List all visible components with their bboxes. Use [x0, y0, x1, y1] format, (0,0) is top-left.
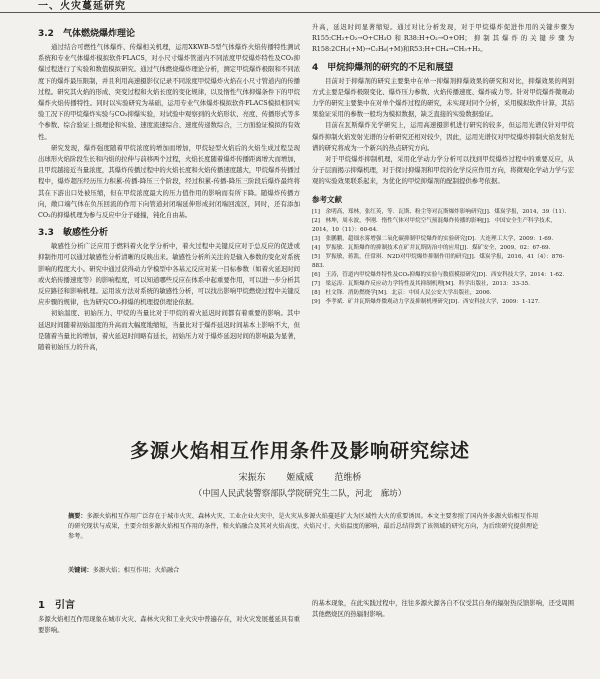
- reference-item: [6] 王涛，管道内甲烷爆炸特性及CO₂抑爆的实验与数值模拟研究[D]．西安科技大学，2014：1-62．: [312, 271, 569, 278]
- section-4-para-2: 目前在瓦斯爆炸光学研究上，运用高速摄影机进行研究的较多，但运用光谱仪针对甲烷爆炸抑制火焰发射光谱的分析研究还相对较少，因此，运用光谱仪对甲烷爆炸抑制火焰发射光谱的研究将成为一个新兴的热点研究方向。: [312, 121, 574, 152]
- section-3-2-para-2: 研究发现，爆炸强度随着甲烷浓度的增加而增加，甲烷轻型火焰后的火焰生成过程呈现出球形火焰阶段生长和内焰的拉伸与前移两个过程，火焰长度随着爆炸传播距离增大而增加，且甲烷越接近当量浓度，其爆炸传播过程中的火焰长度和火焰传播速度越大，甲烷爆炸传播过程中，爆炸超压经历压力积累-传播-降压三个阶段，经过积累-传播-降压三阶段后爆炸最终将其在下游出口处被压缩，但在甲烷浓度最大的压力值作用的影响而有所下降。随爆炸传播方向，敞口端气体在负压回流的作用下向管道封闭端延伸形成封闭端回流区，同时，还有添加CO₂的抑爆机理为参与反应中分子碰撞，钝化自由基。: [38, 143, 300, 220]
- header-text: 一、火灾蔓延研究: [38, 1, 126, 12]
- keywords-label: 关键词：: [68, 567, 93, 574]
- keywords: [68, 565, 544, 574]
- section-3-3-title: 3.3 敏感性分析: [38, 228, 108, 239]
- abstract-label: 摘要：: [68, 513, 87, 520]
- abstract: [68, 512, 544, 542]
- intro-left-text: [38, 614, 300, 639]
- intro-left-paragraph: 多源火焰相互作用现象在城市火灾、森林火灾和工业火灾中普遍存在，对火灾发展蔓延具有重要影响。: [38, 615, 300, 634]
- article-title: 多源火焰相互作用条件及影响研究综述: [129, 440, 470, 462]
- running-header: [0, 0, 600, 13]
- author-name: 范维桥: [334, 473, 362, 483]
- section-4-title: 4 甲烷抑爆剂的研究的不足和展望: [312, 62, 454, 73]
- section-3-3-para-2: 初始温度、初始压力、甲烷的当量比对于甲烷的着火延迟时间都有着重要的影响。其中延迟时间随着初始温度的升高而大幅度地缩短，当量比对于爆炸延迟时间基本上影响不大，但是随着当量比的增加，着火延迟时间略有延长，初始压力对于爆炸延迟时间的影响最为显著，随着初始压力的升高，: [38, 309, 300, 352]
- section-3-2-title: 3.2 气体燃烧爆炸理论: [38, 29, 135, 39]
- references-list: [312, 208, 574, 307]
- reference-item: [7] 梁运涛．瓦斯爆炸反应动力学特性及其抑制机理[M]．科学出版社，2013：33-35．: [312, 280, 534, 287]
- keywords-text: 多源火焰；相互作用；火焰融合: [92, 567, 180, 574]
- section-3-2-para-1: 通过结合可燃性气体爆炸、传爆相关机理，运用XKWB-5型气体爆炸火焰传播特性测试系统和专业气体爆炸模拟软件FLACS，对小尺寸爆炸管道内不同浓度甲烷爆炸特性及CO₂抑爆过程进行了实验和数值模拟研究。通过气体燃烧爆炸理论分析，测定甲烷爆炸极限和不同浓度下的爆炸最压限制，并且利用高速摄影仪记录不同浓度甲烷爆炸火焰在小尺寸管道内的传播过程。研究其火焰的形成、突变过程和火焰长度的变化规律，以及惰性气体抑爆条件下的甲烷爆炸火焰传播特性。同时以实验研究为基础，运用专业气体爆炸模拟软件FLACS模拟相同实验工况下的甲烷爆炸实验与CO₂抑爆实验，对试验中观察到的火焰形状、亮度、传播形式等多个参数、综合验证上级理论和实验、速度流速综合、速度传递数综合，三方面验证模拟的有效性。: [38, 43, 300, 141]
- reference-item: [9] 李孝斌．矿井瓦斯爆炸微观动力学及抑制机理研究[D]．西安科技大学，2009：1-127．: [312, 298, 544, 305]
- right-column: [312, 22, 574, 432]
- reference-item: [8] 杜文锋．消防燃烧学[M]．北京：中国人民公安大学出版社，2006．: [312, 289, 496, 296]
- reference-item: [3] 张鹏鹏，超细水雾增强二氧化碳抑制甲烷爆炸的实验研究[D]．大连理工大学，2009：1-69．: [312, 235, 557, 242]
- intro-right-paragraph: 的基本现象，在此实践过程中，往往多源火源各自不仅受其自身的辐射热反馈影响，还受周围其他燃烧区的热辐射影响。: [312, 599, 574, 618]
- author-name: 姬威威: [286, 473, 314, 483]
- reference-item: [4] 罗振敏．瓦斯爆炸的抑制技术在矿井瓦斯防治中的应用[J]．煤矿安全，2009，02：67-69．: [312, 244, 555, 251]
- author-list: [0, 470, 600, 483]
- section-4-para-3: 对于甲烷爆炸抑制机理，采用化学动力学分析可以找到甲烷爆炸过程中的重要反应，从分子层面揭示抑爆机理，对于探讨抑爆剂和甲烷的化学反应作用方向，将微观化学动力学与宏观的实验效果联系起来，为优化的甲烷抑爆剂的配制提供参考依据。: [312, 155, 574, 186]
- reference-item: [2] 林坤，周永波，李刚．惰性气体对甲烷空气预混爆炸传播的影响[J]．中国安全生产科学技术，2014，10（11）：60-64．: [312, 217, 556, 233]
- abstract-text: 多源火焰相互作用广泛存在于城市火灾、森林火灾、工业企业火灾中，是火灾从多源火焰蔓延扩大为区域性大火的重要诱因。本文主要参照了国内外多源火焰相互作用的研究现状与成果，主要介绍多源火焰相互作用的条件，和火焰融合及其对火焰高度、火焰尺寸、火焰温度的影响，最后总结得到了该领域的研究方向，为后续研究提供理论参考。: [68, 513, 539, 540]
- reference-item: [1] 余明高，郑林，张红英，等．瓦斯、粉尘等对瓦斯爆炸影响研究[J]．煤炭学报，2014，39（11）．: [312, 208, 571, 215]
- section-3-3-para-1: 敏感性分析广泛应用于燃料着火化学分析中，着火过程中关键反应对于总反应的促进或抑制作用可以通过敏感性分析清晰的反映出来。敏感性分析所关注的是输入参数的变化对系统影响的程度大小。研究中通过获得动力学模型中各基元反应对某一目标参数（如着火延迟时间或火焰传播速度等）的影响程度，可以知道哪些反应在体系中起重要作用，可以进一步分析其反应路径和影响机理。运用该方法对系统的敏感性分析，可以找出影响甲烷燃烧过程中关键反应步骤的规律，也为研究CO₂抑爆的机理提供理论依据。: [38, 242, 300, 307]
- left-column: [38, 22, 300, 427]
- continuation-paragraph: 升高，延迟时间显著缩短。通过对比分析发现，对于甲烷爆炸促进作用的关键步骤为R155:CH₃+O₂→O+CH₃O和R38:H+O₂→O+OH；抑制其爆炸的关键步骤为R158:2CH₃(+M)→C₂H₆(+M)和R53:H+CH₄→CH₃+H₂。: [312, 23, 574, 54]
- intro-right-text: [312, 598, 574, 628]
- intro-heading: 1 引言: [38, 600, 75, 611]
- reference-item: [5] 罗振敏，蒋凯，任常琪．N2D对甲烷爆炸抑制作用的研究[J]．煤炭学报，2016，41（4）：876-883．: [312, 253, 565, 269]
- affiliation: （中国人民武装警察部队学院研究生二队，河北 廊坊）: [193, 489, 407, 499]
- references-title: 参考文献: [312, 194, 342, 204]
- author-name: 宋振东: [238, 473, 266, 483]
- section-4-para-1: 目前对于抑爆剂的研究主要集中在单一抑爆剂抑爆效果的研究和对比，抑爆效果的判别方式主要是爆炸极限变化、爆炸压力参数、火焰传播速度、爆炸威力等。针对甲烷爆炸微观动力学的研究主要集中在对单个爆炸过程的研究，未实现对同个分析，采用模拟软件计算，其结果验证采用的参数一般均为模拟数据，缺乏直接的实验数据验证。: [312, 76, 574, 119]
